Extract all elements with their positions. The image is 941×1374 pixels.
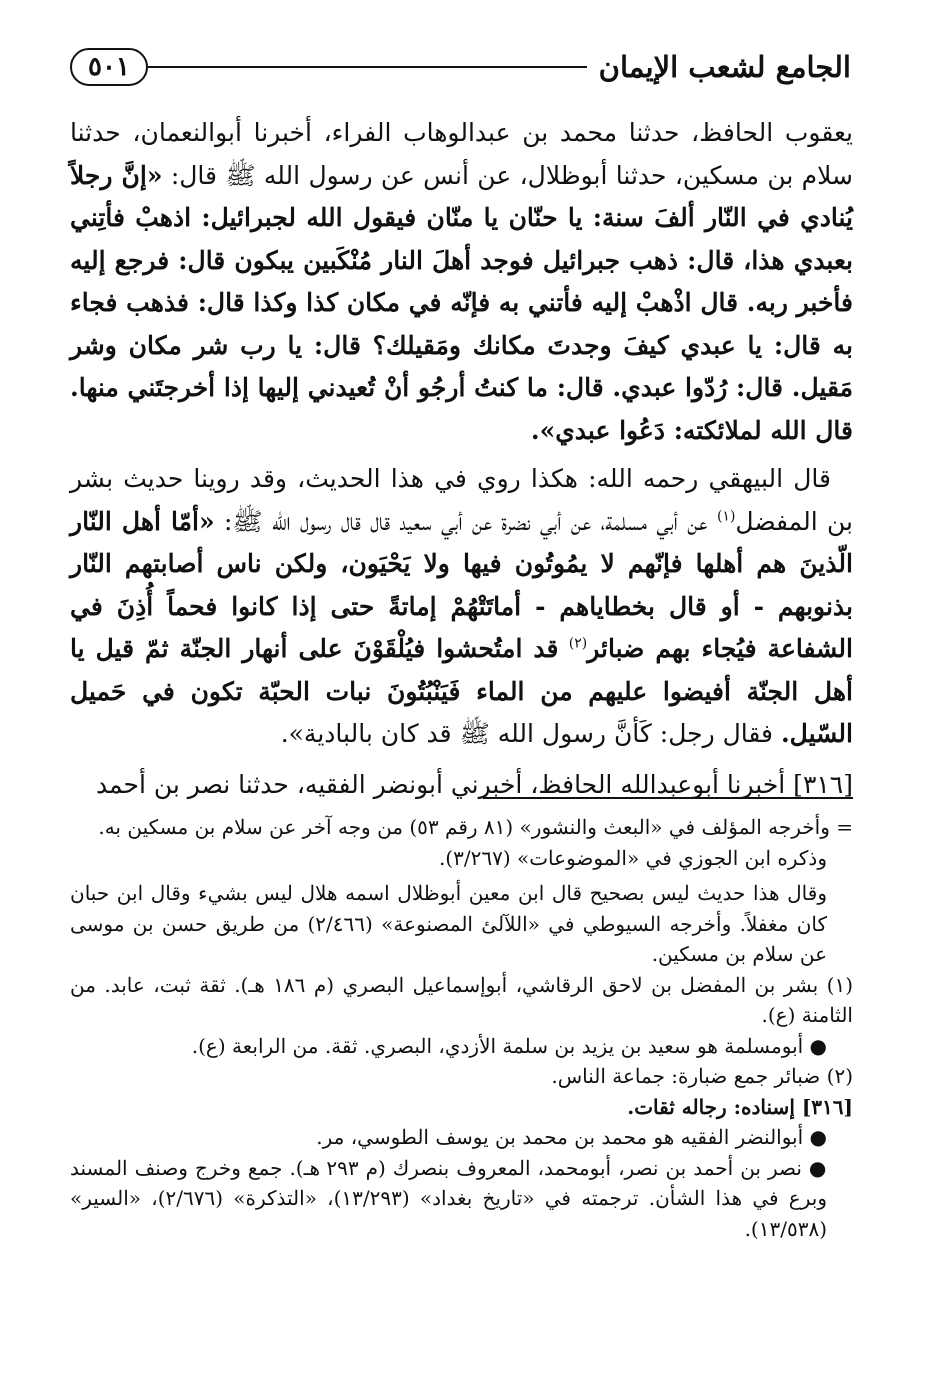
- footnote-1: (١) بشر بن المفضل بن لاحق الرقاشي، أبوإسماعيل البصري (م ١٨٦ هـ). ثقة ثبت، عابد. من الثامنة (ع).: [70, 972, 854, 1027]
- footnote-divider: [483, 797, 853, 799]
- paragraph-1: [70, 112, 853, 452]
- footnote-ref-2[interactable]: (٢): [568, 635, 588, 652]
- footnote-continuation-1: = وأخرجه المؤلف في «البعث والنشور» (٨١ رقم ٥٣) من وجه آخر عن سلام بن مسكين به.: [98, 815, 853, 839]
- hadith-text-2a: «أمّا أهل النّار الّذينَ هم أهلها فإنّهم لا يمُوتُون فيها ولا يَحْيَون، ولكن ناس أصابتهم النّار بذنوبهم - أو قال بخطاياهم - أماتَتْهُمْ إماتةً حتى إذا كانوا فحماً أُذِنَ في الشفاعة فيُجاء بهم ضبائر: [70, 506, 853, 663]
- page-header: [70, 42, 851, 92]
- book-title: الجامع لشعب الإيمان: [598, 50, 851, 84]
- footnotes: [70, 812, 853, 1244]
- hadith-text-2b: قد امتُحشوا فيُلْقَوْنَ على أنهار الجنّة ثمّ قيل يا أهل الجنّة أفيضوا عليهم من الماء فَيَنْبُتُونَ نبات الحبّة تكون في حَميل السّيل.: [70, 634, 853, 748]
- hadith-tail: فقال رجل: كَأنَّ رسول الله ﷺ قد كان بالبادية».: [280, 719, 773, 748]
- footnote-1-bullet: ● أبومسلمة هو سعيد بن يزيد بن سلمة الأزدي، البصري. ثقة. من الرابعة (ع).: [191, 1033, 827, 1058]
- footnote-316-bullet-2: ● نصر بن أحمد بن نصر، أبومحمد، المعروف بنصرك (م ٢٩٣ هـ). جمع وخرج وصنف المسند وبرع في هذا الشأن. ترجمته في «تاريخ بغداد» (١٣/٢٩٣)، «التذكرة» (٢/٦٧٦)، «السير» (١٣/٥٣٨).: [70, 1155, 828, 1241]
- footnote-316: [٣١٦] إسناده: رجاله ثقات.: [627, 1094, 853, 1119]
- paragraph-3: [٣١٦] أخبرنا أبوعبدالله الحافظ، أخبرني أبونضر الفقيه، حدثنا نصر بن أحمد: [95, 769, 853, 799]
- isnad-text: يعقوب الحافظ، حدثنا محمد بن عبدالوهاب الفراء، أخبرنا أبوالنعمان، حدثنا سلام بن مسكين، حدثنا أبوظلال، عن أنس عن رسول الله ﷺ قال:: [70, 118, 853, 190]
- footnote-316-bullet-1: ● أبوالنضر الفقيه هو محمد بن محمد بن يوسف الطوسي، مر.: [316, 1125, 827, 1149]
- footnote-continuation-3: وقال هذا حديث ليس بصحيح قال ابن معين أبوظلال اسمه هلال ليس بشيء وقال ابن حبان كان مغفلاً. وأخرجه السيوطي في «اللآلئ المصنوعة» (٢/٤٦٦) من طريق حسن بن موسى عن سلام بن مسكين.: [70, 881, 827, 966]
- commentary-text: قال البيهقي رحمه الله: هكذا روي في هذا الحديث، وقد روينا حديث بشر بن المفضل: [70, 464, 854, 536]
- header-rule: [148, 66, 587, 68]
- footnote-ref-1[interactable]: (١): [716, 508, 736, 525]
- page-number: ٥٠١: [70, 48, 148, 86]
- paragraph-2: [70, 458, 853, 756]
- footnote-2: (٢) ضبائر جمع ضبارة: جماعة الناس.: [551, 1064, 853, 1088]
- isnad-text-2: عن أبي مسلمة، عن أبي نضرة عن أبي سعيد قال قال رسول الله ﷺ:: [223, 506, 708, 536]
- hadith-text: «إنَّ رجلاً يُنادي في النّار ألفَ سنة: يا حنّان يا منّان فيقول الله لجبرائيل: اذهبْ فأتِني بعبدي هذا، قال: ذهب جبرائيل فوجد أهلَ النار مُنْكَبين يبكون قال: فرجع إليه فأخبر ربه. قال اذْهبْ إليه فأتني به فإنّه في مكان كذا وكذا قال: فذهب فجاء به قال: يا عبدي كيفَ وجدتَ مكانك ومَقيلك؟ قال: يا رب شر مكان وشر مَقيل. قال: رُدّوا عبدي. قال: ما كنتُ أرجُو أنْ تُعيدني إليها إذا أخرجتَني منها. قال الله لملائكته: دَعُوا عبدي».: [70, 160, 853, 445]
- main-text: [70, 112, 853, 806]
- footnote-continuation-2: وذكره ابن الجوزي في «الموضوعات» (٣/٢٦٧).: [438, 845, 827, 870]
